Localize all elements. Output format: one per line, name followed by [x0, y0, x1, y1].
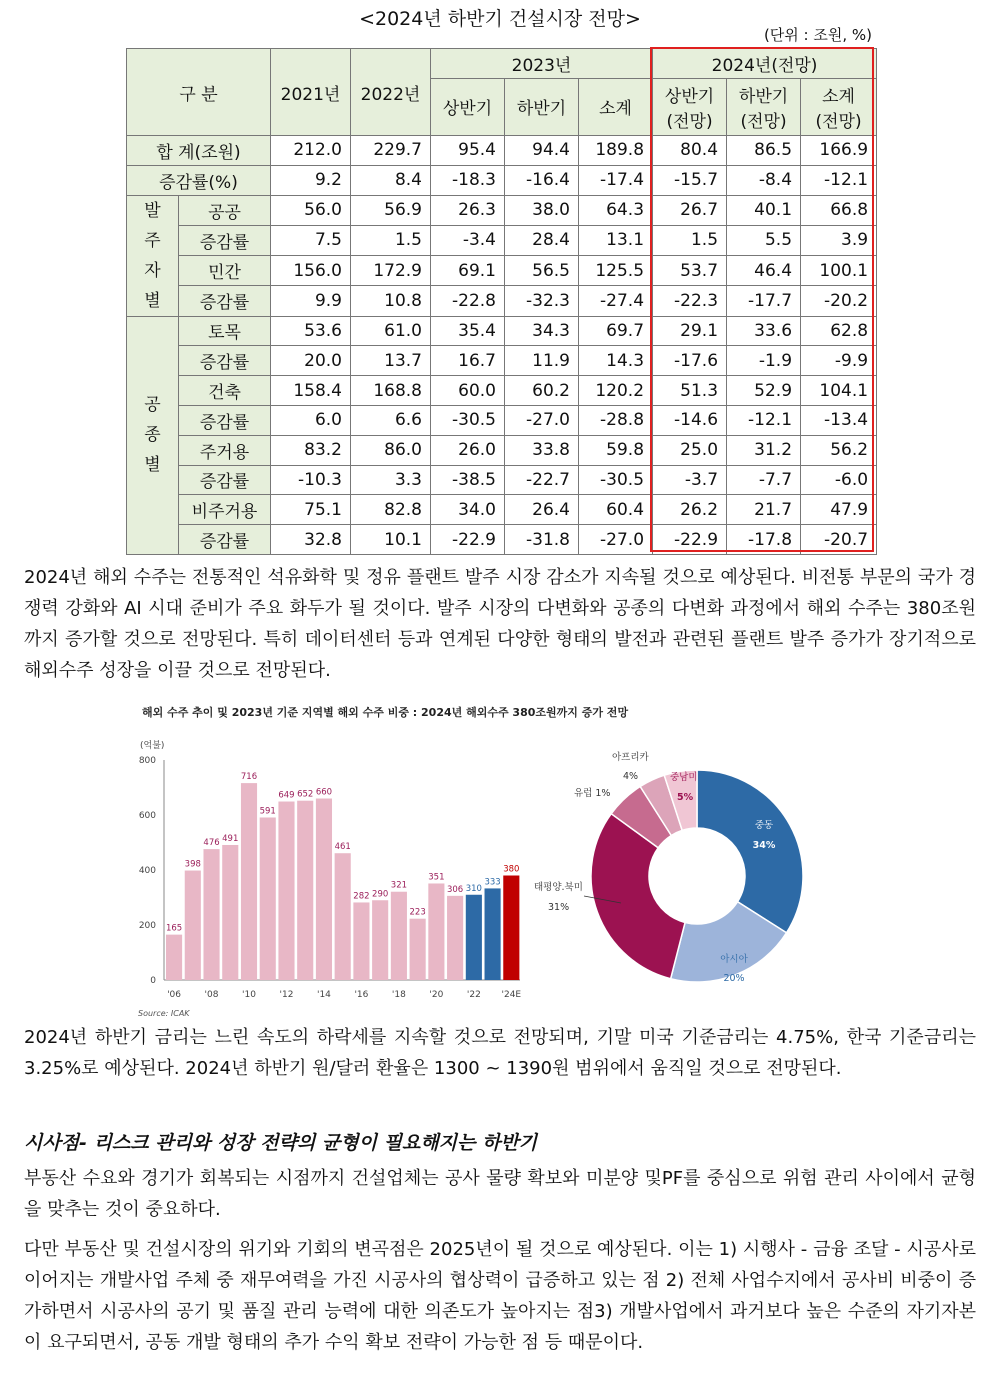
- bar-value-label: 380: [503, 864, 520, 875]
- table-cell: 31.2: [727, 435, 801, 465]
- row-label: 증감률: [179, 405, 271, 435]
- table-cell: 10.1: [351, 525, 431, 555]
- table-row: [127, 286, 877, 316]
- table-cell: 28.4: [505, 225, 579, 255]
- table-cell: 21.7: [727, 495, 801, 525]
- table-row: [127, 465, 877, 495]
- table-cell: 94.4: [505, 136, 579, 166]
- group-orderer: 발 주 자 별: [127, 195, 179, 316]
- table-row: [127, 256, 877, 286]
- table-row: [127, 376, 877, 406]
- bar-2006: [166, 935, 182, 980]
- bar-2007: [185, 871, 201, 980]
- y-axis-label: (억불): [140, 741, 165, 751]
- table-cell: -30.5: [431, 405, 505, 435]
- y-tick-label: 400: [138, 866, 156, 876]
- table-cell: 14.3: [579, 346, 653, 376]
- table-cell: 62.8: [801, 316, 877, 346]
- pie-label: 태평양.북미: [534, 882, 583, 893]
- header-2023: 2023년: [431, 49, 653, 79]
- table-cell: 5.5: [727, 225, 801, 255]
- table-cell: -27.0: [505, 405, 579, 435]
- table-cell: 20.0: [271, 346, 351, 376]
- bar-2016: [353, 902, 369, 980]
- table-cell: -27.4: [579, 286, 653, 316]
- bar-value-label: 333: [484, 877, 501, 888]
- table-cell: 10.8: [351, 286, 431, 316]
- row-label: 증감률: [179, 225, 271, 255]
- table-cell: -30.5: [579, 465, 653, 495]
- table-cell: 26.4: [505, 495, 579, 525]
- pie-label: 아프리카: [612, 752, 649, 763]
- header-2023-h2: 하반기: [505, 78, 579, 135]
- table-cell: -7.7: [727, 465, 801, 495]
- table-cell: 38.0: [505, 195, 579, 225]
- row-label: 증감률: [179, 465, 271, 495]
- table-row: [127, 316, 877, 346]
- table-cell: -17.8: [727, 525, 801, 555]
- bar-value-label: 223: [409, 907, 426, 918]
- header-2024-h2: 하반기 (전망): [727, 78, 801, 135]
- table-unit: (단위 : 조원, %): [763, 26, 872, 44]
- table-cell: 156.0: [271, 256, 351, 286]
- bar-2018: [391, 892, 407, 980]
- table-cell: 52.9: [727, 376, 801, 406]
- bar-2010: [241, 783, 257, 980]
- table-cell: -18.3: [431, 165, 505, 195]
- table-row: [127, 525, 877, 555]
- bar-value-label: 165: [165, 923, 183, 934]
- table-cell: -31.8: [505, 525, 579, 555]
- group-work-type: 공 종 별: [127, 316, 179, 554]
- table-cell: -6.0: [801, 465, 877, 495]
- table-cell: 3.3: [351, 465, 431, 495]
- table-cell: 104.1: [801, 376, 877, 406]
- y-tick-label: 800: [138, 756, 156, 766]
- table-cell: 32.8: [271, 525, 351, 555]
- pie-label: 유럽 1%: [574, 788, 611, 799]
- construction-forecast-table: [126, 48, 877, 555]
- table-cell: 11.9: [505, 346, 579, 376]
- header-2023-sub: 소계: [579, 78, 653, 135]
- header-2021: 2021년: [271, 49, 351, 136]
- row-label: 합 계(조원): [127, 136, 271, 166]
- x-tick-label: '20: [429, 990, 444, 1000]
- bar-value-label: 398: [184, 859, 201, 870]
- table-cell: 60.4: [579, 495, 653, 525]
- table-cell: 35.4: [431, 316, 505, 346]
- bar-value-label: 321: [390, 880, 408, 891]
- table-title: <2024년 하반기 건설시장 전망>: [359, 8, 641, 30]
- bar-value-label: 310: [465, 883, 482, 894]
- table-cell: -22.8: [431, 286, 505, 316]
- bar-2011: [260, 817, 276, 980]
- table-cell: 53.6: [271, 316, 351, 346]
- table-cell: 86.5: [727, 136, 801, 166]
- table-cell: 47.9: [801, 495, 877, 525]
- row-label: 공공: [179, 195, 271, 225]
- bar-value-label: 652: [297, 789, 314, 800]
- table-cell: 66.8: [801, 195, 877, 225]
- table-cell: 34.0: [431, 495, 505, 525]
- row-label: 비주거용: [179, 495, 271, 525]
- table-cell: 13.1: [579, 225, 653, 255]
- overseas-orders-figure: [136, 700, 866, 1020]
- table-row: [127, 195, 877, 225]
- table-cell: 34.3: [505, 316, 579, 346]
- bar-2024E: [503, 876, 519, 981]
- table-cell: 26.0: [431, 435, 505, 465]
- pie-label: 4%: [623, 771, 639, 782]
- table-cell: 13.7: [351, 346, 431, 376]
- bar-2019: [410, 919, 426, 980]
- paragraph-interest-rates: 2024년 하반기 금리는 느린 속도의 하락세를 지속할 것으로 전망되며, 기말 미국 기준금리는 4.75%, 한국 기준금리는 3.25%로 예상된다. 2024년 하반기 원/달러 환율은 1300 ~ 1390원 범위에서 움직일 것으로 전망된다.: [24, 1027, 976, 1079]
- pie-slice-0: [697, 770, 803, 933]
- table-cell: -10.3: [271, 465, 351, 495]
- pie-slice-2: [591, 814, 685, 979]
- bar-value-label: 591: [259, 806, 276, 817]
- bar-2015: [335, 853, 351, 980]
- table-cell: 61.0: [351, 316, 431, 346]
- header-2024: 2024년(전망): [653, 49, 877, 79]
- table-cell: 125.5: [579, 256, 653, 286]
- table-row: [127, 495, 877, 525]
- header-2022: 2022년: [351, 49, 431, 136]
- x-tick-label: '24E: [501, 990, 522, 1000]
- table-cell: 33.6: [727, 316, 801, 346]
- bar-value-label: 649: [278, 790, 295, 801]
- table-cell: -22.7: [505, 465, 579, 495]
- paragraph-overseas-orders: 2024년 해외 수주는 전통적인 석유화학 및 정유 플랜트 발주 시장 감소가 지속될 것으로 예상된다. 비전통 부문의 국가 경쟁력 강화와 AI 시대 준비가 주요 화두가 될 것이다. 발주 시장의 다변화와 공종의 다변화 과정에서 해외 수주는 380조원까지 증가할 것으로 전망된다. 특히 데이터센터 등과 연계된 다양한 형태의 발전과 관련된 플랜트 발주 증가가 장기적으로 해외수주 성장을 이끌 것으로 전망된다.: [24, 567, 976, 681]
- pie-label: 중동: [754, 820, 774, 831]
- table-row: [127, 165, 877, 195]
- table-cell: 1.5: [351, 225, 431, 255]
- bar-value-label: 660: [315, 787, 333, 798]
- x-tick-label: '12: [279, 990, 294, 1000]
- table-cell: 69.1: [431, 256, 505, 286]
- table-cell: -27.0: [579, 525, 653, 555]
- table-cell: -13.4: [801, 405, 877, 435]
- pie-label: 중남미: [670, 772, 698, 783]
- pie-label: 5%: [677, 792, 694, 803]
- row-label: 주거용: [179, 435, 271, 465]
- table-row: [127, 346, 877, 376]
- table-cell: 56.5: [505, 256, 579, 286]
- table-cell: 25.0: [653, 435, 727, 465]
- section-heading: 시사점- 리스크 관리와 성장 전략의 균형이 필요해지는 하반기: [24, 1132, 538, 1154]
- table-cell: 8.4: [351, 165, 431, 195]
- table-cell: -22.3: [653, 286, 727, 316]
- bar-value-label: 461: [334, 842, 351, 853]
- table-cell: -3.4: [431, 225, 505, 255]
- table-cell: -22.9: [431, 525, 505, 555]
- table-cell: 56.0: [271, 195, 351, 225]
- table-cell: 3.9: [801, 225, 877, 255]
- table-cell: 46.4: [727, 256, 801, 286]
- table-cell: -12.1: [801, 165, 877, 195]
- x-tick-label: '06: [167, 990, 182, 1000]
- x-tick-label: '10: [242, 990, 256, 1000]
- table-cell: 53.7: [653, 256, 727, 286]
- pie-label: 34%: [752, 840, 776, 851]
- table-row: [127, 435, 877, 465]
- table-cell: 86.0: [351, 435, 431, 465]
- row-label: 증감률: [179, 525, 271, 555]
- table-cell: 60.2: [505, 376, 579, 406]
- table-cell: 26.7: [653, 195, 727, 225]
- header-2024-h1: 상반기 (전망): [653, 78, 727, 135]
- table-cell: 95.4: [431, 136, 505, 166]
- table-cell: 166.9: [801, 136, 877, 166]
- x-tick-label: '22: [466, 990, 481, 1000]
- bar-2014: [316, 799, 332, 981]
- table-cell: 9.2: [271, 165, 351, 195]
- table-cell: -12.1: [727, 405, 801, 435]
- table-cell: -16.4: [505, 165, 579, 195]
- pie-label: 20%: [723, 973, 745, 984]
- bar-value-label: 306: [446, 884, 464, 895]
- x-tick-label: '16: [354, 990, 369, 1000]
- bar-value-label: 282: [353, 891, 370, 902]
- y-tick-label: 0: [150, 976, 156, 986]
- bar-2012: [278, 802, 294, 980]
- bar-2008: [203, 849, 219, 980]
- table-cell: 6.6: [351, 405, 431, 435]
- table-cell: -17.4: [579, 165, 653, 195]
- table-cell: -14.6: [653, 405, 727, 435]
- table-row: [127, 136, 877, 166]
- bar-2021: [447, 896, 463, 980]
- x-tick-label: '14: [316, 990, 331, 1000]
- table-cell: -3.7: [653, 465, 727, 495]
- pie-label: 31%: [548, 902, 570, 913]
- bar-value-label: 476: [203, 838, 220, 849]
- y-tick-label: 200: [138, 921, 156, 931]
- row-label: 건축: [179, 376, 271, 406]
- table-cell: 6.0: [271, 405, 351, 435]
- row-label: 토목: [179, 316, 271, 346]
- table-cell: 82.8: [351, 495, 431, 525]
- table-cell: -1.9: [727, 346, 801, 376]
- table-cell: 56.2: [801, 435, 877, 465]
- bar-2013: [297, 801, 313, 980]
- table-cell: 7.5: [271, 225, 351, 255]
- table-cell: 33.8: [505, 435, 579, 465]
- table-cell: 229.7: [351, 136, 431, 166]
- table-cell: 189.8: [579, 136, 653, 166]
- table-cell: 120.2: [579, 376, 653, 406]
- table-cell: 26.3: [431, 195, 505, 225]
- table-cell: 100.1: [801, 256, 877, 286]
- y-tick-label: 600: [138, 811, 156, 821]
- table-cell: -38.5: [431, 465, 505, 495]
- bar-value-label: 716: [240, 772, 258, 783]
- table-cell: 64.3: [579, 195, 653, 225]
- table-cell: -28.8: [579, 405, 653, 435]
- table-cell: 75.1: [271, 495, 351, 525]
- bar-2017: [372, 900, 388, 980]
- x-tick-label: '18: [391, 990, 406, 1000]
- table-cell: -17.6: [653, 346, 727, 376]
- table-cell: 16.7: [431, 346, 505, 376]
- table-cell: 29.1: [653, 316, 727, 346]
- header-2024-sub: 소계 (전망): [801, 78, 877, 135]
- x-tick-label: '08: [204, 990, 219, 1000]
- table-cell: -32.3: [505, 286, 579, 316]
- table-cell: 26.2: [653, 495, 727, 525]
- table-cell: 158.4: [271, 376, 351, 406]
- bar-2023: [485, 888, 501, 980]
- pie-label: 아시아: [720, 954, 748, 965]
- table-cell: -17.7: [727, 286, 801, 316]
- table-cell: -22.9: [653, 525, 727, 555]
- table-cell: -20.7: [801, 525, 877, 555]
- table-cell: -9.9: [801, 346, 877, 376]
- chart-svg: [136, 700, 866, 1020]
- table-cell: -20.2: [801, 286, 877, 316]
- table-row: [127, 225, 877, 255]
- chart-source: Source: ICAK: [138, 1009, 190, 1018]
- table-cell: 59.8: [579, 435, 653, 465]
- table-cell: 1.5: [653, 225, 727, 255]
- table-cell: 168.8: [351, 376, 431, 406]
- paragraph-risk-management: 부동산 수요와 경기가 회복되는 시점까지 건설업체는 공사 물량 확보와 미분양 및PF를 중심으로 위험 관리 사이에서 균형을 맞추는 것이 중요하다.: [24, 1168, 976, 1220]
- chart-title: 해외 수주 추이 및 2023년 기준 지역별 해외 수주 비중 : 2024년 해외수주 380조원까지 증가 전망: [142, 706, 629, 719]
- row-label: 증감률: [179, 286, 271, 316]
- paragraph-turning-point: 다만 부동산 및 건설시장의 위기와 기회의 변곡점은 2025년이 될 것으로 예상된다. 이는 1) 시행사 - 금융 조달 - 시공사로 이어지는 개발사업 주체 중 재무여력을 가진 시공사의 협상력이 급증하고 있는 점 2) 전체 사업수지에서 공사비 비중이 증가하면서 시공사의 공기 및 품질 관리 능력에 대한 의존도가 높아지는 점3) 개발사업에서 과거보다 높은 수준의 자기자본이 요구되면서, 공동 개발 형태의 추가 수익 확보 전략이 가능한 점 등 때문이다.: [24, 1239, 976, 1353]
- table-cell: 80.4: [653, 136, 727, 166]
- row-label: 증감률: [179, 346, 271, 376]
- table-cell: 83.2: [271, 435, 351, 465]
- bar-value-label: 491: [222, 833, 239, 844]
- bar-2009: [222, 845, 238, 980]
- table-cell: 40.1: [727, 195, 801, 225]
- table-cell: 51.3: [653, 376, 727, 406]
- header-category: 구 분: [127, 49, 271, 136]
- table-row: [127, 405, 877, 435]
- table-cell: 172.9: [351, 256, 431, 286]
- table-cell: 9.9: [271, 286, 351, 316]
- header-2023-h1: 상반기: [431, 78, 505, 135]
- table-cell: -15.7: [653, 165, 727, 195]
- bar-value-label: 290: [372, 889, 389, 900]
- row-label: 증감률(%): [127, 165, 271, 195]
- table-cell: 212.0: [271, 136, 351, 166]
- table-cell: -8.4: [727, 165, 801, 195]
- table-cell: 56.9: [351, 195, 431, 225]
- bar-2020: [428, 883, 444, 980]
- table-cell: 60.0: [431, 376, 505, 406]
- table-cell: 69.7: [579, 316, 653, 346]
- bar-2022: [466, 895, 482, 980]
- bar-value-label: 351: [428, 872, 445, 883]
- row-label: 민간: [179, 256, 271, 286]
